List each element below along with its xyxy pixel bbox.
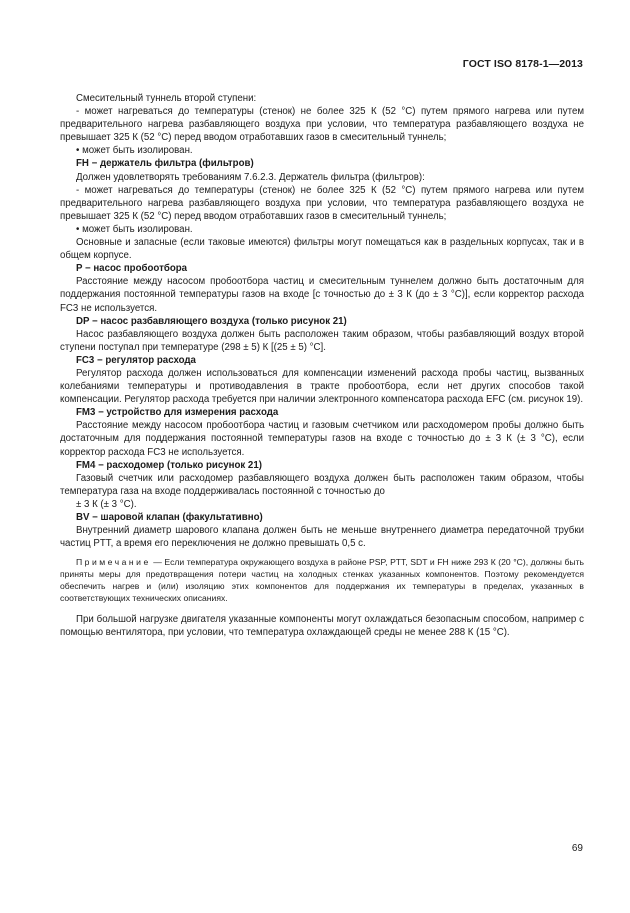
paragraph-fm4: Газовый счетчик или расходомер разбавляющего воздуха должен быть расположен таким образом, чтобы температура газа на входе поддерживалась постоянной с точностью до: [60, 472, 584, 497]
note: [60, 556, 584, 604]
paragraph-fc3: Регулятор расхода должен использоваться для компенсации изменений расхода пробы частиц, вызванных колебаниями температуры и противодавления в тракте пробоотбора, если нет других способов такой компенсации. Регулятор расхода требуется при наличии электронного компенсатора расхода EFC (см. рисунок 19).: [60, 367, 584, 406]
body-text: [60, 92, 584, 639]
heading-dp: DP − насос разбавляющего воздуха (только рисунок 21): [76, 315, 347, 327]
paragraph-tunnel-insulation: • может быть изолирован.: [76, 145, 193, 157]
paragraph-bv: Внутренний диаметр шарового клапана должен быть не меньше внутреннего диаметра передаточной трубки частиц PTT, а время его переключения не должно превышать 0,5 с.: [60, 525, 584, 550]
paragraph-cooling: При большой нагрузке двигателя указанные компоненты могут охлаждаться безопасным способом, например с помощью вентилятора, при условии, что температура охлаждающей среды не менее 288 К (15 °С).: [60, 614, 584, 639]
paragraph-fm4-tolerance: ± 3 К (± 3 °С).: [76, 498, 137, 510]
heading-fh: FH − держатель фильтра (фильтров): [76, 158, 254, 170]
standard-title: ГОСТ ISO 8178-1—2013: [462, 58, 583, 70]
heading-bv: BV − шаровой клапан (факультативно): [76, 512, 263, 523]
heading-fm4: FM4 − расходомер (только рисунок 21): [76, 459, 262, 471]
paragraph-p: Расстояние между насосом пробоотбора частиц и смесительным туннелем должно быть достаточным для поддержания постоянной температуры газов на входе [с точностью до ± 3 К (до ± 3 °С)], если корректор расхода FC3 не используется.: [60, 276, 584, 314]
paragraph-fh-insulation: • может быть изолирован.: [76, 223, 193, 235]
paragraph-fh-requirements: Должен удовлетворять требованиям 7.6.2.3. Держатель фильтра (фильтров):: [76, 171, 425, 183]
page-number: 69: [571, 843, 583, 854]
paragraph-filters-housing: Основные и запасные (если таковые имеются) фильтры могут помещаться как в раздельных корпусах, так и в общем корпусе.: [60, 237, 584, 262]
heading-p: P − насос пробоотбора: [76, 263, 188, 275]
note-label: Примечание: [76, 557, 151, 568]
paragraph-fm3: Расстояние между насосом пробоотбора частиц и газовым счетчиком или расходомером пробы должно быть достаточным для поддержания постоянной температуры газов на входе с точностью до ± 3 К (± 3 °С), если корректор расхода FC3 не используется.: [60, 420, 584, 458]
heading-fc3: FC3 − регулятор расхода: [76, 354, 196, 366]
paragraph-fh-heating: - может нагреваться до температуры (стенок) не более 325 К (52 °С) путем прямого нагрева или путем предварительного нагрева разбавляющего воздуха при условии, что температура разбавляющего воздуха не превышает 325 К (52 °С) перед вводом отработавших газов в смесительный туннель;: [60, 184, 584, 222]
paragraph-dp: Насос разбавляющего воздуха должен быть расположен таким образом, чтобы разбавляющий воздух второй ступени поступал при температуре (298 ± 5) К [(25 ± 5) °С].: [60, 328, 584, 353]
paragraph-tunnel-intro: Смесительный туннель второй ступени:: [76, 93, 257, 104]
heading-fm3: FM3 − устройство для измерения расхода: [76, 407, 279, 419]
note-text: — Если температура окружающего воздуха в районе PSP, PTT, SDT и FH ниже 293 К (20 °С), должны быть приняты меры для предотвращения потери частиц на холодных стенках указанных компонентов. Поэтому рекомендуется обеспечить нагрев и (или) изоляцию этих компонентов для поддержания их температуры в пределах, указанных в соответствующих технических описаниях.: [60, 557, 584, 604]
paragraph-tunnel-heating: - может нагреваться до температуры (стенок) не более 325 К (52 °С) путем прямого нагрева или путем предварительного нагрева разбавляющего воздуха при условии, что температура разбавляющего воздуха не превышает 325 К (52 °С) перед вводом отработавших газов в смесительный туннель;: [60, 106, 584, 144]
